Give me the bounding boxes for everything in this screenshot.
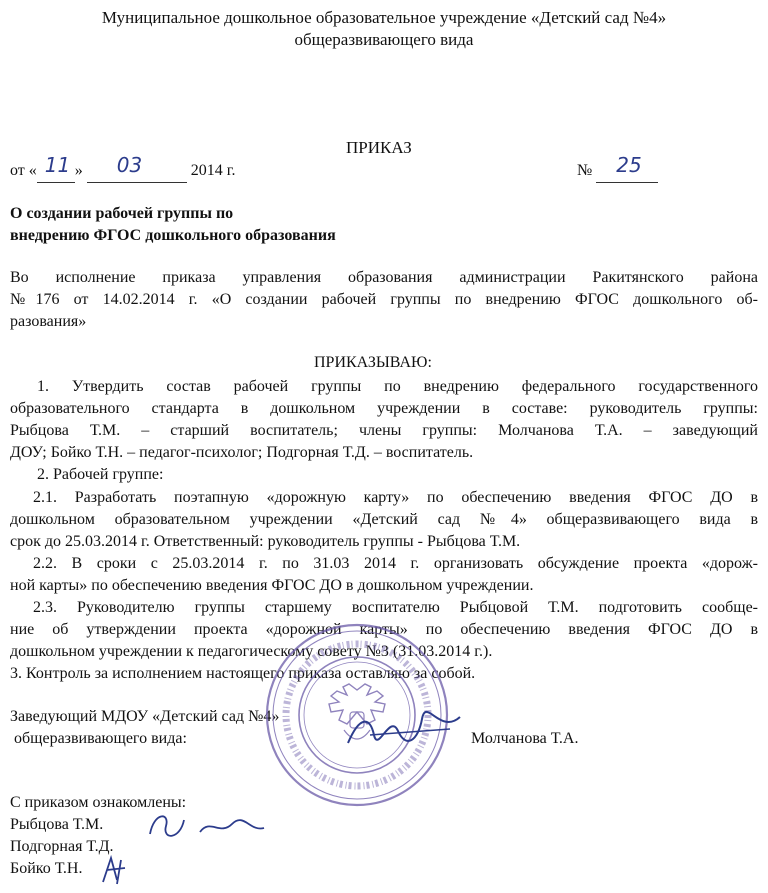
preamble-line-3: разования»: [10, 313, 87, 330]
subject-line-2: внедрению ФГОС дошкольного образования: [10, 227, 336, 244]
signature-title-2: общеразвивающего вида:: [14, 730, 187, 747]
item-1-line-2: образовательного стандарта в дошкольном учреждении в составе: руководитель группы:: [10, 400, 758, 417]
item-2-3-line-2: ние об утверждении проекта «дорожной карты» по обеспечению введения ФГОС ДО в: [10, 621, 758, 638]
acquaint-title: С приказом ознакомлены:: [10, 794, 187, 811]
signature-title-1: Заведующий МДОУ «Детский сад №4»: [10, 708, 280, 725]
director-signature: [340, 705, 470, 755]
order-date: [10, 153, 236, 183]
item-2-3-line-3: дошкольном учреждении к педагогическому совету №3 (31.03.2014 г.).: [10, 643, 493, 660]
preamble-line-2: №176 от 14.02.2014 г. «О создании рабочей группы по внедрению ФГОС дошкольного об-: [10, 291, 758, 308]
order-word: ПРИКАЗЫВАЮ:: [314, 354, 432, 371]
number-field: [596, 153, 658, 183]
subject-line-1: О создании рабочей группы по: [10, 205, 234, 222]
document-title: ПРИКАЗ: [346, 138, 412, 157]
item-2: 2. Рабочей группе:: [37, 466, 164, 483]
item-2-1-line-3: срок до 25.03.2014 г. Ответственный: руководитель группы - Рыбцова Т.М.: [10, 533, 521, 550]
institution-type: общеразвивающего вида: [294, 30, 474, 49]
preamble-line-1: Во исполнение приказа управления образования администрации Ракитянского района: [10, 269, 758, 286]
date-day-field: [37, 153, 75, 183]
item-2-1-line-1: 2.1. Разработать поэтапную «дорожную карту» по обеспечению введения ФГОС ДО в: [33, 489, 758, 506]
signatory-name: Молчанова Т.А.: [471, 730, 579, 747]
institution-name: Муниципальное дошкольное образовательное учреждение «Детский сад №4»: [101, 8, 667, 27]
number-value: 25: [616, 153, 642, 177]
signature-rybtsova: [140, 806, 270, 846]
date-day-value: 11: [44, 153, 71, 177]
item-1-line-1: 1. Утвердить состав рабочей группы по внедрению федерального государственного: [37, 378, 758, 395]
date-year: 2014 г.: [190, 162, 236, 179]
date-month-value: 03: [116, 153, 143, 177]
date-prefix: от «: [10, 162, 37, 179]
signature-scribble-1: [140, 806, 270, 846]
signature-scribble: [340, 705, 470, 755]
date-month-field: [87, 153, 187, 183]
signature-scribble-2: [95, 852, 135, 888]
acquaint-name-2: Подгорная Т.Д.: [10, 838, 114, 855]
date-mid: »: [74, 162, 83, 179]
item-1-line-4: ДОУ; Бойко Т.Н. – педагог-психолог; Подгорная Т.Д. – воспитатель.: [10, 444, 474, 461]
order-number: [577, 153, 658, 183]
signature-boyko: [95, 852, 135, 888]
item-2-3-line-1: 2.3. Руководителю группы старшему воспитателю Рыбцовой Т.М. подготовить сообще-: [33, 599, 758, 616]
item-1-line-3: Рыбцова Т.М. – старший воспитатель; члены группы: Молчанова Т.А. – заведующий: [10, 422, 758, 439]
acquaint-name-1: Рыбцова Т.М.: [10, 816, 104, 833]
item-2-2-line-1: 2.2. В сроки с 25.03.2014 г. по 31.03 2014 г. организовать обсуждение проекта «дорож-: [33, 555, 758, 572]
item-3: 3. Контроль за исполнением настоящего приказа оставляю за собой.: [10, 665, 476, 682]
item-2-1-line-2: дошкольном образовательном учреждении «Детский сад №4» общеразвивающего вида в: [10, 511, 758, 528]
acquaint-name-3: Бойко Т.Н.: [10, 860, 83, 877]
number-label: №: [577, 162, 593, 179]
item-2-2-line-2: ной карты» по обеспечению введения ФГОС ДО в дошкольном учреждении.: [10, 577, 534, 594]
